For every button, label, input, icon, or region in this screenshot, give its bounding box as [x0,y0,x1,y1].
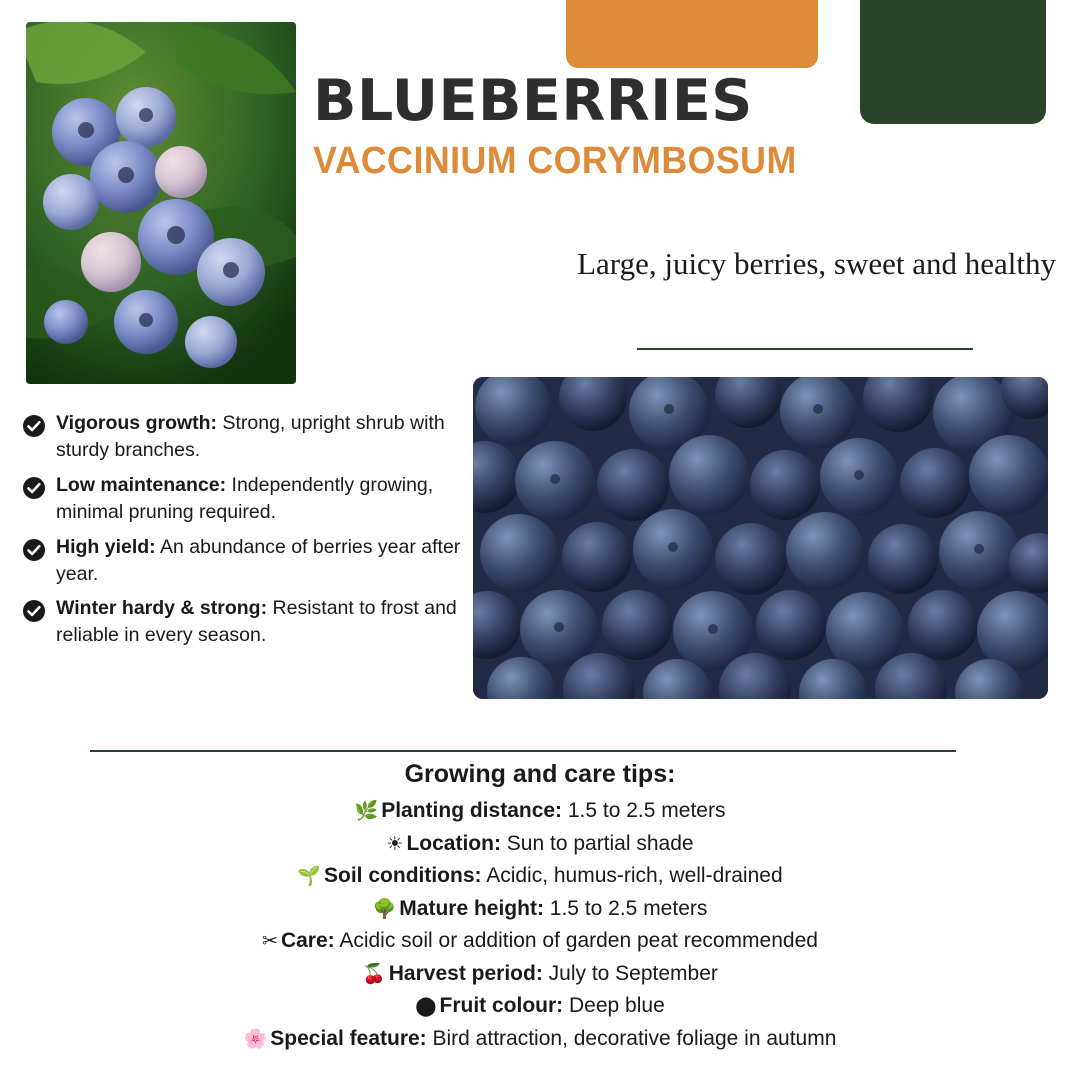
blueberries-pile-image [473,377,1048,699]
feature-text [56,472,474,526]
tree-icon: 🌳 [372,897,397,920]
feature-label: High yield: [56,535,156,558]
tip-label: Special feature: [270,1026,427,1050]
tip-label: Location: [406,831,501,855]
check-circle-icon [22,538,46,562]
tip-label: Harvest period: [388,961,543,985]
botanical-name: VACCINIUM CORYMBOSUM [313,139,797,182]
tip-row [60,958,1020,991]
feature-text [56,534,474,588]
decorative-orange-shape [566,0,818,68]
feature-label: Low maintenance: [56,473,227,496]
tip-value: July to September [542,961,718,985]
check-circle-icon [22,476,46,500]
feature-desc: Independently growing, minimal pruning required. [56,473,434,523]
growing-care-tips [60,760,1020,1055]
tip-row [60,990,1020,1023]
tip-row [60,860,1020,893]
feature-desc: An abundance of berries year after year. [56,535,461,585]
tip-row [60,795,1020,828]
tagline: Large, juicy berries, sweet and healthy [577,246,1056,281]
flower-icon: 🌸 [243,1027,268,1050]
page-title: BLUEBERRIES [313,68,753,134]
tip-value: Sun to partial shade [500,831,694,855]
tip-value: 1.5 to 2.5 meters [543,896,708,920]
sun-icon: ☀ [386,832,404,855]
tip-label: Planting distance: [381,799,563,822]
feature-label: Winter hardy & strong: [56,597,268,620]
tip-value: Bird attraction, decorative foliage in autumn [426,1026,837,1050]
feature-desc: Strong, upright shrub with sturdy branches. [56,412,445,461]
seedling-icon: 🌱 [297,865,322,888]
tagline-divider [637,348,973,350]
hero-blueberry-bush-image [26,22,296,384]
tip-label: Fruit colour: [439,994,564,1018]
feature-text [56,595,474,649]
check-circle-icon [22,599,46,623]
feature-text [56,410,474,464]
tips-divider [90,750,956,752]
tip-label: Mature height: [399,896,544,920]
tips-title: Growing and care tips: [404,760,676,788]
title-block [313,68,1013,183]
list-item [22,410,474,464]
tip-value: 1.5 to 2.5 meters [562,799,726,822]
feature-label: Vigorous growth: [56,412,218,434]
tip-row [60,925,1020,958]
check-circle-icon [22,414,46,438]
list-item [22,595,474,649]
plant-icon: 🌿 [354,800,379,822]
tip-value: Acidic soil or addition of garden peat recommended [334,929,818,953]
tip-label: Care: [280,929,335,953]
tip-value: Acidic, humus-rich, well-drained [481,864,783,888]
tip-row [60,828,1020,861]
tip-row [60,893,1020,926]
scissors-icon: ✂ [262,930,278,953]
tip-label: Soil conditions: [324,864,482,888]
tip-row [60,1023,1020,1056]
list-item [22,472,474,526]
list-item [22,534,474,588]
tip-value: Deep blue [563,994,665,1018]
circle-icon: ⬤ [415,995,437,1018]
feature-desc: Resistant to frost and reliable in every season. [56,597,457,647]
cherry-icon: 🍒 [362,962,386,985]
feature-list [22,410,474,657]
